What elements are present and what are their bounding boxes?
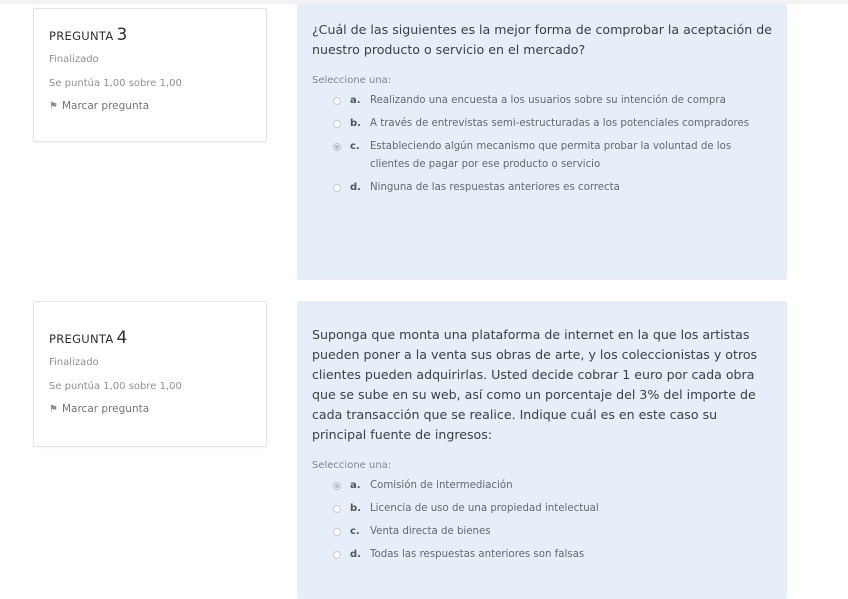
answer-list [312, 92, 772, 197]
question-content-4 [297, 301, 787, 599]
question-status: Finalizado [49, 54, 99, 65]
answer-option-c[interactable] [312, 523, 772, 541]
answer-option-c[interactable] [312, 138, 772, 174]
question-text: Suponga que monta una plataforma de internet en la que los artistas pueden poner a la venta sus obras de arte, y los coleccionistas y otros clientes pueden adquirirlas. Usted decide cobrar 1 euro por cada obra que se sube en su web, así como un porcentaje del 3% del importe de cada transacción que se realice. Indique cuál es en este caso su principal fuente de ingresos: [312, 327, 758, 442]
option-text: Estableciendo algún mecanismo que permita probar la voluntad de los clientes de pagar por ese producto o servicio [370, 141, 732, 170]
question-label: PREGUNTA [49, 332, 114, 346]
flag-label: Marcar pregunta [61, 100, 150, 112]
question-number: 3 [116, 25, 128, 45]
question-title [49, 328, 266, 348]
option-text: Todas las respuestas anteriores son falsas [370, 549, 585, 560]
option-text: Licencia de uso de una propiedad intelectual [370, 503, 599, 514]
option-text: Ninguna de las respuestas anteriores es correcta [370, 182, 620, 193]
flag-icon: ⚑ [49, 403, 58, 415]
answer-option-a[interactable] [312, 477, 772, 495]
option-text: A través de entrevistas semi-estructuradas a los potenciales compradores [370, 118, 750, 129]
question-title [49, 25, 266, 45]
radio-button[interactable] [333, 184, 341, 192]
question-info-3 [33, 8, 267, 142]
option-text: Realizando una encuesta a los usuarios sobre su intención de compra [370, 95, 726, 106]
question-text: ¿Cuál de las siguientes es la mejor forma de comprobar la aceptación de nuestro producto o servicio en el mercado? [312, 22, 772, 57]
radio-button[interactable] [333, 97, 341, 105]
radio-button[interactable] [333, 551, 341, 559]
radio-button[interactable] [333, 505, 341, 513]
flag-label: Marcar pregunta [61, 403, 150, 415]
question-label: PREGUNTA [49, 29, 114, 43]
radio-button-selected[interactable] [333, 143, 341, 151]
option-text: Comisión de intermediación [370, 480, 513, 491]
answer-option-b[interactable] [312, 115, 772, 133]
question-info-4 [33, 301, 267, 447]
select-one-label: Seleccione una: [312, 460, 392, 471]
radio-button[interactable] [333, 120, 341, 128]
option-text: Venta directa de bienes [370, 526, 491, 537]
option-letter: c. [350, 526, 360, 537]
flag-icon: ⚑ [49, 100, 58, 112]
flag-question-button[interactable] [49, 403, 266, 415]
option-letter: b. [350, 118, 361, 129]
question-content-3 [297, 4, 787, 280]
answer-option-a[interactable] [312, 92, 772, 110]
answer-list [312, 477, 772, 564]
answer-option-d[interactable] [312, 546, 772, 564]
radio-button[interactable] [333, 528, 341, 536]
question-score: Se puntúa 1,00 sobre 1,00 [49, 381, 182, 392]
option-letter: c. [350, 141, 360, 152]
option-letter: a. [350, 480, 361, 491]
answer-option-d[interactable] [312, 179, 772, 197]
option-letter: a. [350, 95, 361, 106]
question-status: Finalizado [49, 357, 99, 368]
question-number: 4 [116, 328, 128, 348]
radio-button-selected[interactable] [333, 482, 341, 490]
option-letter: d. [350, 182, 361, 193]
option-letter: d. [350, 549, 361, 560]
flag-question-button[interactable] [49, 100, 266, 112]
answer-option-b[interactable] [312, 500, 772, 518]
question-score: Se puntúa 1,00 sobre 1,00 [49, 78, 182, 89]
select-one-label: Seleccione una: [312, 75, 392, 86]
option-letter: b. [350, 503, 361, 514]
